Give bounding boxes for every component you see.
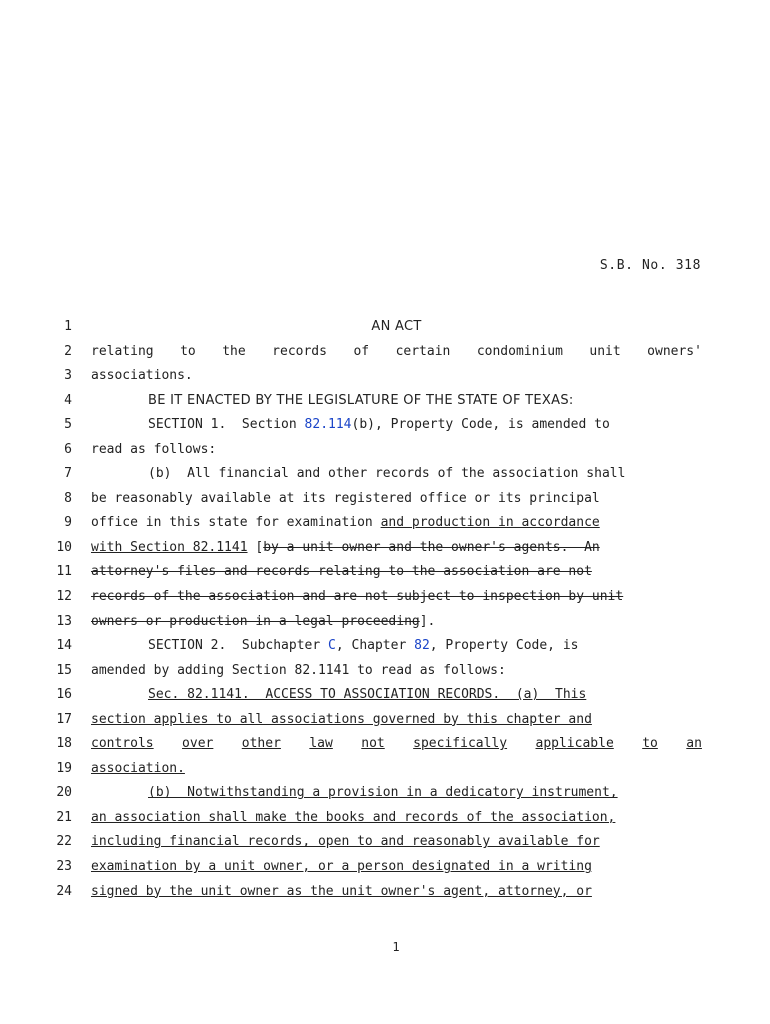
line-number: 11 — [56, 564, 72, 580]
word: of — [353, 343, 370, 359]
bill-line — [0, 809, 770, 834]
inserted-text: with Section 82.1141 — [91, 539, 248, 555]
text-run: office in this state for examination — [91, 515, 381, 531]
line-number: 4 — [64, 392, 72, 408]
bill-line — [0, 367, 770, 392]
line-number: 6 — [64, 441, 72, 457]
text-line — [91, 514, 702, 532]
bill-line — [0, 490, 770, 515]
bill-line — [0, 686, 770, 711]
inserted-text: (b) Notwithstanding a provision in a dedicatory instrument, — [148, 785, 618, 801]
bill-line — [0, 416, 770, 441]
line-number: 8 — [64, 490, 72, 506]
line-number: 24 — [56, 883, 72, 899]
line-number: 18 — [56, 736, 72, 752]
bill-line — [0, 318, 770, 343]
bill-line — [0, 441, 770, 466]
inserted-text: association. — [91, 760, 185, 776]
deleted-text: owners or production in a legal proceeding — [91, 613, 420, 629]
page-number: 1 — [392, 940, 400, 954]
bill-line — [0, 514, 770, 539]
bill-number: S.B. No. 318 — [599, 258, 701, 273]
inserted-text: including financial records, open to and reasonably available for — [91, 834, 600, 850]
word: applicable — [535, 736, 614, 752]
caption-line — [91, 343, 702, 361]
deleted-text: attorney's files and records relating to the association are not — [91, 564, 592, 580]
word: relating — [91, 343, 154, 359]
inserted-text: examination by a unit owner, or a person designated in a writing — [91, 859, 592, 875]
line-number: 14 — [56, 638, 72, 654]
deleted-text: records of the association and are not subject to inspection by unit — [91, 589, 624, 605]
line-number: 9 — [64, 515, 72, 531]
word: certain — [395, 343, 451, 359]
word: unit — [589, 343, 621, 359]
word: law — [309, 736, 333, 752]
deleted-text: by a unit owner and the owner's agents. An — [263, 539, 600, 555]
word: over — [182, 736, 214, 752]
text-run: [ — [247, 539, 264, 555]
bill-line — [0, 563, 770, 588]
text-run: ]. — [419, 613, 436, 629]
word: records — [272, 343, 327, 359]
word: controls — [91, 736, 154, 752]
word: the — [222, 343, 246, 359]
word: specifically — [413, 736, 508, 752]
inserted-text: and production in accordance — [380, 515, 600, 531]
word: not — [361, 736, 385, 752]
bill-line — [0, 784, 770, 809]
section-heading — [91, 637, 759, 655]
text-run: SECTION 1. Section — [148, 417, 305, 433]
line-number: 10 — [56, 539, 72, 555]
line-number: 3 — [64, 368, 72, 384]
word: an — [686, 736, 702, 752]
word: owners' — [647, 343, 702, 359]
line-number: 23 — [56, 859, 72, 875]
line-number: 17 — [56, 711, 72, 727]
text-run: , Property Code, is — [429, 638, 579, 654]
bill-line — [0, 735, 770, 760]
text-line — [91, 539, 702, 557]
line-number: 7 — [64, 466, 72, 482]
word: condominium — [476, 343, 563, 359]
line-number: 12 — [56, 589, 72, 605]
line-number: 13 — [56, 613, 72, 629]
line-number: 15 — [56, 662, 72, 678]
bill-line — [0, 833, 770, 858]
text-run: SECTION 2. Subchapter — [148, 638, 329, 654]
line-number: 21 — [56, 809, 72, 825]
section-heading — [91, 416, 759, 434]
text-run: (b), Property Code, is amended to — [351, 417, 610, 433]
text-run: , Chapter — [335, 638, 415, 654]
bill-line — [0, 858, 770, 883]
bill-line — [0, 343, 770, 368]
text-line: (b) All financial and other records of the association shall — [148, 466, 626, 482]
text-line: read as follows: — [91, 441, 217, 457]
caption-line: associations. — [91, 368, 193, 384]
word: other — [241, 736, 281, 752]
bill-line — [0, 760, 770, 785]
line-number: 20 — [56, 785, 72, 801]
enacting-clause: BE IT ENACTED BY THE LEGISLATURE OF THE STATE OF TEXAS: — [148, 392, 574, 408]
bill-line — [0, 711, 770, 736]
bill-line — [0, 883, 770, 908]
statute-link[interactable]: C — [328, 638, 336, 654]
inserted-text: Sec. 82.1141. ACCESS TO ASSOCIATION RECORDS. (a) This — [148, 687, 587, 703]
line-number: 1 — [64, 319, 72, 334]
word: to — [642, 736, 658, 752]
inserted-text: section applies to all associations governed by this chapter and — [91, 711, 592, 727]
bill-line — [0, 662, 770, 687]
bill-line — [0, 465, 770, 490]
inserted-text: signed by the unit owner as the unit owner's agent, attorney, or — [91, 883, 592, 899]
bill-line — [0, 588, 770, 613]
line-number: 2 — [64, 343, 72, 359]
line-number: 16 — [56, 687, 72, 703]
line-number: 22 — [56, 834, 72, 850]
text-line — [91, 613, 702, 631]
bill-line — [0, 392, 770, 417]
text-line: amended by adding Section 82.1141 to read as follows: — [91, 662, 506, 678]
statute-link[interactable]: 82.114 — [304, 417, 352, 433]
inserted-text — [91, 735, 702, 753]
word: to — [180, 343, 196, 359]
text-line: be reasonably available at its registered office or its principal — [91, 490, 600, 506]
bill-line — [0, 539, 770, 564]
bill-text — [0, 318, 770, 907]
statute-link[interactable]: 82 — [414, 638, 430, 654]
inserted-text: an association shall make the books and records of the association, — [91, 809, 616, 825]
bill-line — [0, 613, 770, 638]
bill-line — [0, 637, 770, 662]
line-number: 5 — [64, 417, 72, 433]
line-number: 19 — [56, 760, 72, 776]
act-title: AN ACT — [371, 319, 422, 334]
